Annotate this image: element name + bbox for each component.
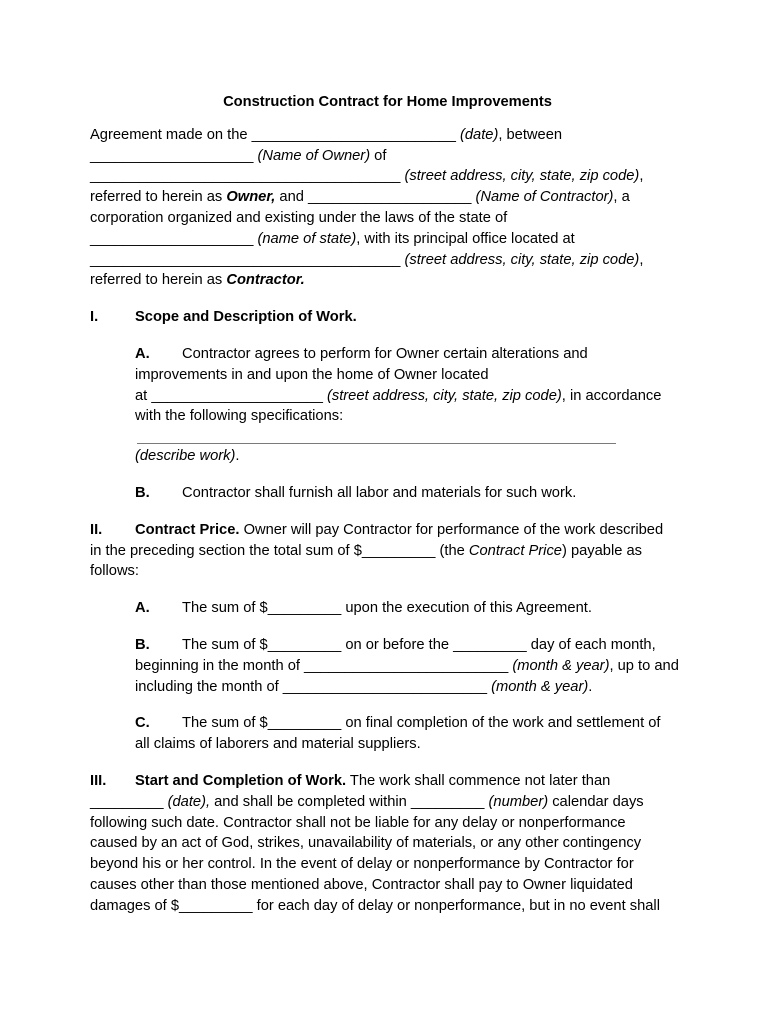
text-segment: Agreement made on the	[90, 126, 252, 143]
text-segment: (street address, city, state, zip code)	[326, 387, 562, 404]
text-line	[135, 365, 685, 386]
text-line	[90, 833, 685, 854]
clause-ii-a	[135, 598, 685, 619]
text-segment: upon the execution of this Agreement.	[341, 600, 592, 617]
text-segment: on final completion of the work and settlement of	[341, 715, 661, 732]
text-segment: Contractor shall furnish all labor and materials for such work.	[182, 484, 577, 501]
blank-write-line	[137, 443, 616, 444]
text-line	[90, 854, 685, 875]
text-line	[135, 713, 685, 734]
text-segment: and shall be completed within	[210, 793, 411, 810]
text-line	[135, 344, 685, 365]
text-segment: , a	[613, 189, 630, 206]
text-segment: corporation organized and existing under the laws of the state of	[90, 209, 508, 226]
fill-in-blank: _________	[267, 600, 342, 617]
text-segment: (street address, city, state, zip code)	[404, 251, 640, 268]
text-segment: (Name of Owner)	[257, 147, 371, 164]
text-segment: for each day of delay or nonperformance, but in no event shall	[252, 897, 660, 914]
text-segment: (month & year)	[491, 678, 589, 695]
fill-in-blank: _________	[90, 793, 168, 810]
text-segment: .	[588, 678, 593, 695]
text-line	[90, 875, 685, 896]
describe-work-rule	[137, 443, 685, 444]
fill-in-blank: _________________________	[304, 657, 513, 674]
text-line	[135, 446, 685, 467]
text-segment: follows:	[90, 563, 139, 580]
text-segment: , up to and	[609, 657, 679, 674]
fill-in-blank: ____________________	[90, 147, 258, 164]
text-segment: referred to herein as	[90, 189, 227, 206]
list-marker: C.	[135, 715, 150, 732]
fill-in-blank: ______________________________________	[90, 251, 405, 268]
text-segment: The sum of $	[182, 600, 268, 617]
text-segment: following such date. Contractor shall not be liable for any delay or nonperformance	[90, 814, 626, 831]
text-segment: caused by an act of God, strikes, unavailability of materials, or any other contingency	[90, 835, 642, 852]
text-segment: causes other than those mentioned above, Contractor shall pay to Owner liquidated	[90, 876, 633, 893]
text-segment: including the month of	[135, 678, 283, 695]
text-segment: in the preceding section the total sum of $	[90, 542, 362, 559]
text-segment: Contract Price	[468, 542, 562, 559]
document-body	[90, 125, 685, 917]
text-segment: day of each month,	[526, 636, 656, 653]
text-segment: beyond his or her control. In the event of delay or nonperformance by Contractor for	[90, 856, 634, 873]
text-segment: Contractor.	[226, 272, 305, 289]
list-marker: A.	[135, 345, 150, 362]
text-line	[90, 229, 685, 250]
section-iii-paragraph	[90, 771, 685, 917]
text-segment: (the	[435, 542, 469, 559]
clause-i-b	[135, 483, 685, 504]
text-segment: and	[275, 189, 308, 206]
text-line	[135, 677, 685, 698]
text-segment: of	[370, 147, 387, 164]
text-segment: Owner,	[226, 189, 276, 206]
text-line	[90, 520, 685, 541]
text-segment: (date),	[167, 793, 211, 810]
fill-in-blank: _________	[267, 715, 342, 732]
text-segment: improvements in and upon the home of Owner located	[135, 366, 489, 383]
fill-in-blank: _________	[410, 793, 489, 810]
text-line	[90, 270, 685, 291]
text-line	[90, 307, 685, 328]
text-segment: (street address, city, state, zip code)	[404, 168, 640, 185]
text-line	[90, 771, 685, 792]
text-segment: Start and Completion of Work.	[135, 772, 347, 789]
fill-in-blank: _________________________	[251, 126, 460, 143]
text-segment: The sum of $	[182, 715, 268, 732]
text-segment: all claims of laborers and material suppliers.	[135, 736, 421, 753]
text-segment: , in accordance	[561, 387, 662, 404]
text-segment: Owner will pay Contractor for performance of the work described	[239, 521, 664, 538]
text-line	[90, 792, 685, 813]
text-segment: The sum of $	[182, 636, 268, 653]
list-marker: II.	[90, 521, 103, 538]
text-line	[90, 166, 685, 187]
list-marker: B.	[135, 636, 150, 653]
text-segment: The work shall commence not later than	[346, 772, 611, 789]
text-line	[90, 146, 685, 167]
document-title: Construction Contract for Home Improvements	[223, 94, 552, 110]
list-marker: III.	[90, 772, 107, 789]
fill-in-blank: _____________________	[151, 387, 327, 404]
text-segment: .	[235, 448, 240, 465]
text-segment: on or before the	[341, 636, 454, 653]
text-segment: , with its principal office located at	[356, 230, 575, 247]
text-segment: (Name of Contractor)	[475, 189, 614, 206]
clause-ii-b	[135, 635, 685, 697]
list-marker: B.	[135, 484, 150, 501]
text-line	[135, 598, 685, 619]
text-line	[90, 896, 685, 917]
text-line	[135, 483, 685, 504]
text-line	[90, 208, 685, 229]
section-ii-paragraph	[90, 520, 685, 582]
text-segment: ,	[639, 168, 644, 185]
text-line	[90, 125, 685, 146]
describe-work-caption	[135, 446, 685, 467]
fill-in-blank: _________________________	[282, 678, 492, 695]
text-segment: Scope and Description of Work.	[135, 309, 357, 326]
text-segment: (name of state)	[257, 230, 357, 247]
text-segment: Contract Price.	[135, 521, 240, 538]
text-line	[135, 635, 685, 656]
text-segment: calendar days	[548, 793, 644, 810]
text-segment: Contractor agrees to perform for Owner certain alterations and	[182, 345, 588, 362]
text-line	[135, 656, 685, 677]
text-segment: (date)	[459, 126, 499, 143]
text-line	[135, 734, 685, 755]
text-segment: (month & year)	[512, 657, 610, 674]
fill-in-blank: ____________________	[90, 230, 258, 247]
fill-in-blank: ____________________	[308, 189, 476, 206]
fill-in-blank: _________	[453, 636, 527, 653]
text-line	[90, 561, 685, 582]
fill-in-blank: _________	[179, 897, 253, 914]
text-segment: referred to herein as	[90, 272, 227, 289]
text-segment: , between	[498, 126, 563, 143]
text-line	[90, 541, 685, 562]
text-segment: ,	[639, 251, 644, 268]
text-line	[135, 386, 685, 407]
fill-in-blank: ______________________________________	[90, 168, 405, 185]
clause-i-a	[135, 344, 685, 427]
text-segment: with the following specifications:	[135, 408, 344, 425]
text-segment: beginning in the month of	[135, 657, 305, 674]
intro-paragraph	[90, 125, 685, 291]
fill-in-blank: _________	[267, 636, 342, 653]
text-segment: ) payable as	[561, 542, 642, 559]
text-line	[90, 813, 685, 834]
text-line	[135, 406, 685, 427]
text-segment: (number)	[488, 793, 549, 810]
text-line	[90, 187, 685, 208]
text-segment: damages of $	[90, 897, 179, 914]
text-segment: (describe work)	[135, 448, 236, 465]
section-i-heading	[90, 307, 685, 328]
list-marker: A.	[135, 600, 150, 617]
fill-in-blank: _________	[361, 542, 436, 559]
list-marker: I.	[90, 309, 99, 326]
text-line	[90, 250, 685, 271]
clause-ii-c	[135, 713, 685, 755]
text-segment: at	[135, 387, 152, 404]
